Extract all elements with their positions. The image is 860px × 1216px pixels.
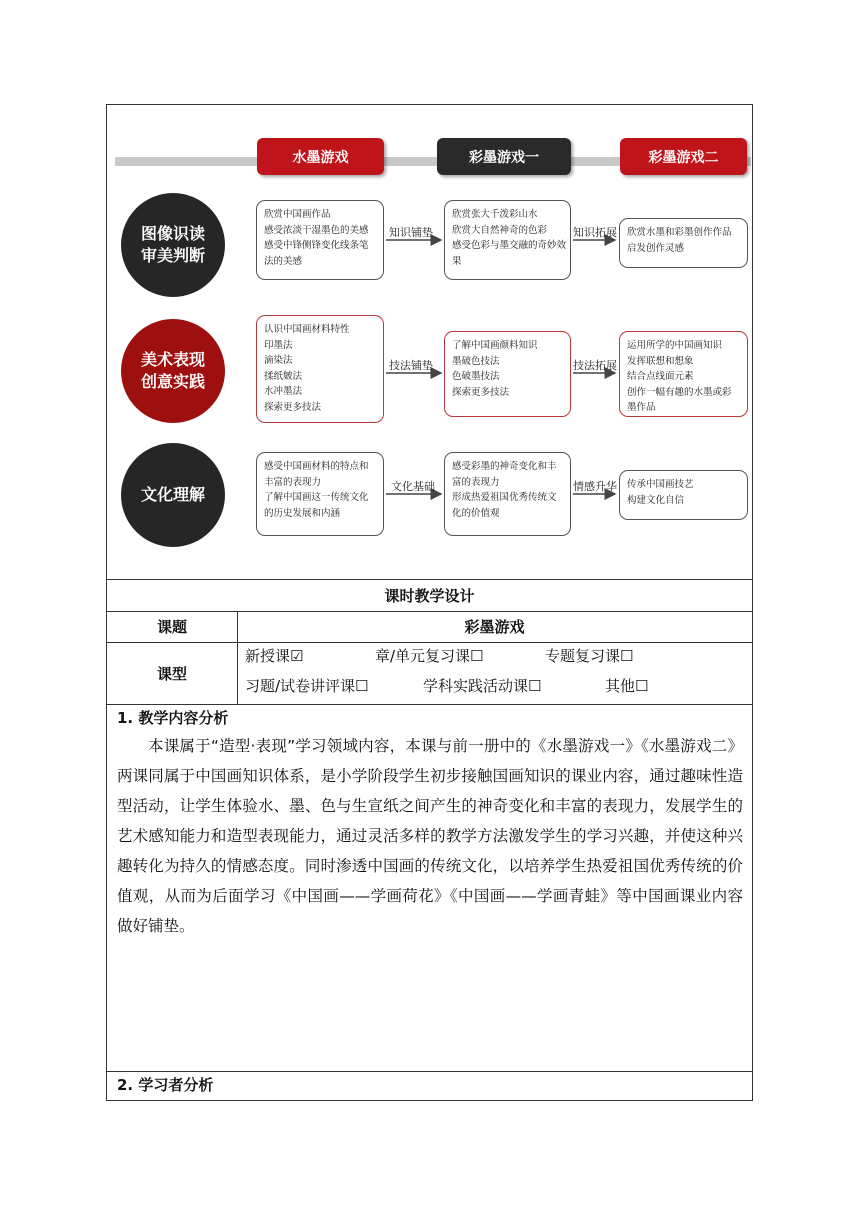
box-text-line: 果 (452, 255, 462, 267)
box-row2-ink (256, 315, 384, 423)
type-options-row-1 (245, 645, 633, 666)
box-text-line: 探索更多技法 (264, 401, 322, 413)
box-row3-ink (256, 452, 384, 536)
arrow-label: 情感升华 (573, 480, 617, 493)
box-row2-color1 (444, 331, 571, 417)
box-row1-color2 (619, 218, 748, 268)
section-1-title: 1. 教学内容分析 (117, 709, 229, 727)
type-option[interactable]: 章/单元复习课☐ (375, 647, 484, 665)
box-text-line: 欣赏中国画作品 (264, 209, 331, 220)
phase-color-ink-game-1: 彩墨游戏一 (437, 138, 571, 175)
box-text-line: 了解中国画这一传统文化 (264, 492, 369, 503)
topic-value: 彩墨游戏 (464, 618, 525, 636)
arrow-label: 文化基础 (391, 480, 435, 493)
circle-label-line: 图像识读 (140, 224, 205, 243)
arrow-label: 知识铺垫 (389, 226, 433, 239)
box-text-line: 构建文化自信 (627, 494, 685, 506)
circle-image-reading (121, 193, 225, 297)
arrow-label: 知识拓展 (573, 226, 617, 239)
circle-label-line: 审美判断 (140, 246, 205, 265)
box-text-line: 了解中国画颜料知识 (452, 340, 538, 351)
box-text-line: 滴染法 (264, 355, 293, 366)
box-text-line: 感受中锋侧锋变化线条笔 (264, 240, 369, 251)
box-text-line: 感受中国画材料的特点和 (264, 461, 369, 472)
box-text-line: 创作一幅有趣的水墨或彩 (627, 386, 732, 398)
box-text-line: 墨破色技法 (452, 355, 500, 367)
box-text-line: 传承中国画技艺 (627, 479, 694, 490)
box-text-line: 丰富的表现力 (264, 476, 322, 488)
curriculum-diagram (107, 105, 752, 579)
divider (107, 1071, 752, 1072)
arrow-label: 技法拓展 (573, 359, 617, 372)
box-row3-color1 (444, 452, 571, 536)
box-row1-ink (256, 200, 384, 280)
circle-art-expression (121, 319, 225, 423)
box-text-line: 印墨法 (264, 339, 293, 351)
phase-color-ink-game-2: 彩墨游戏二 (620, 138, 747, 175)
type-options-row-2 (245, 675, 648, 696)
box-text-line: 感受色彩与墨交融的奇妙效 (452, 240, 567, 251)
box-text-line: 结合点线面元素 (627, 371, 694, 382)
phase-ink-game: 水墨游戏 (257, 138, 384, 175)
type-option[interactable]: 学科实践活动课☐ (423, 677, 542, 695)
type-option[interactable]: 习题/试卷讲评课☐ (245, 677, 369, 695)
document-frame (106, 104, 753, 1101)
circle-culture (121, 443, 225, 547)
type-option[interactable]: 专题复习课☐ (545, 647, 634, 665)
design-title: 课时教学设计 (384, 586, 475, 605)
box-row1-color1 (444, 200, 571, 280)
arrow-label: 技法铺垫 (389, 359, 433, 372)
box-text-line: 化的价值观 (452, 507, 500, 519)
circle-label-line: 文化理解 (140, 485, 205, 504)
type-label: 课型 (156, 664, 187, 683)
box-text-line: 欣赏水墨和彩墨创作作品 (627, 227, 732, 238)
box-text-line: 感受浓淡干湿墨色的美感 (264, 224, 369, 236)
box-text-line: 形成热爱祖国优秀传统文 (452, 492, 557, 503)
box-text-line: 色破墨技法 (452, 371, 500, 382)
box-text-line: 的历史发展和内涵 (264, 507, 341, 519)
circle-label-line: 创意实践 (140, 372, 205, 391)
box-text-line: 感受彩墨的神奇变化和丰 (452, 461, 557, 472)
type-option[interactable]: 其他☐ (605, 677, 649, 695)
box-text-line: 运用所学的中国画知识 (627, 340, 723, 351)
box-row2-color2 (619, 331, 748, 417)
box-text-line: 启发创作灵感 (627, 242, 685, 254)
box-text-line: 认识中国画材料特性 (264, 324, 350, 335)
box-text-line: 揉纸皴法 (264, 370, 303, 382)
section-1-paragraph: 本课属于“造型·表现”学习领域内容，本课与前一册中的《水墨游戏一》《水墨游戏二》两课同属于中国画知识体系，是小学阶段学生初步接触国画知识的课业内容，通过趣味性造型活动，让学生体验水、墨、色与生宣纸之间产生的神奇变化和丰富的表现力，发展学生的艺术感知能力和造型表现能力，通过灵活多样的教学方法激发学生的学习兴趣，并使这种兴趣转化为持久的情感态度。同时渗透中国画的传统文化，以培养学生热爱祖国优秀传统的价值观，从而为后面学习《中国画——学画荷花》《中国画——学画青蛙》等中国画课业内容做好铺垫。 (117, 737, 743, 935)
type-option[interactable]: 新授课☑ (245, 647, 304, 665)
circle-label-line: 美术表现 (140, 350, 205, 369)
box-text-line: 发挥联想和想象 (627, 355, 694, 367)
box-text-line: 欣赏大自然神奇的色彩 (452, 224, 548, 236)
topic-label: 课题 (156, 618, 187, 636)
box-text-line: 墨作品 (627, 402, 656, 413)
box-row3-color2 (619, 470, 748, 520)
box-text-line: 欣赏张大千泼彩山水 (452, 209, 538, 220)
box-text-line: 法的美感 (264, 255, 303, 267)
box-text-line: 探索更多技法 (452, 386, 510, 398)
divider (107, 704, 752, 705)
box-text-line: 富的表现力 (452, 476, 500, 488)
section-2-title: 2. 学习者分析 (117, 1076, 214, 1094)
box-text-line: 水冲墨法 (264, 386, 303, 397)
